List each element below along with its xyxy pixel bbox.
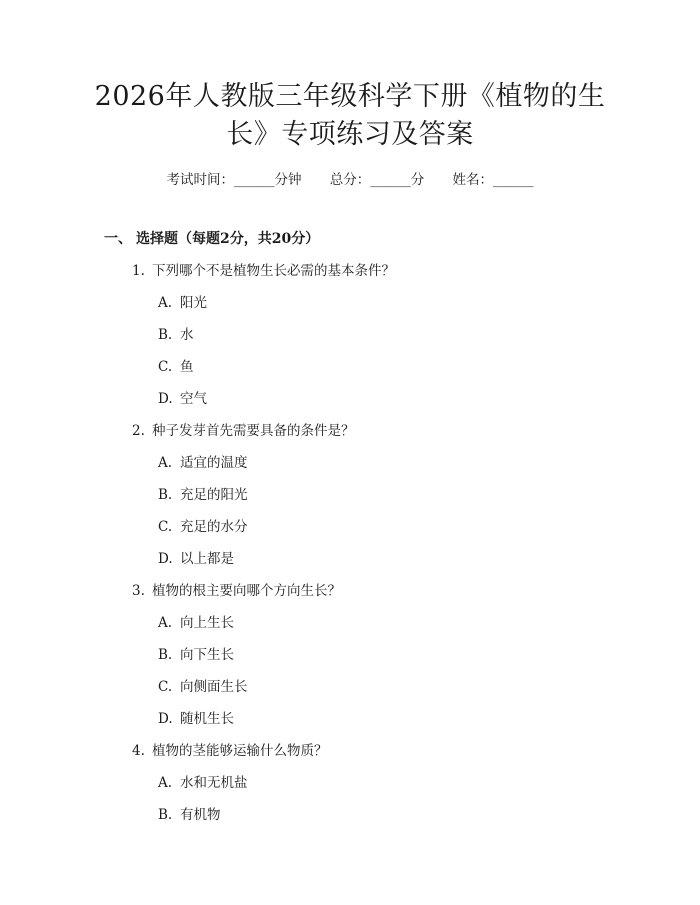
question-number: 3.	[132, 583, 145, 599]
option-letter: D.	[158, 551, 173, 567]
question-2-option-b	[158, 485, 248, 505]
option-text: 向下生长	[180, 647, 234, 663]
question-2	[132, 421, 355, 441]
option-text: 充足的阳光	[180, 487, 248, 503]
document-title	[60, 78, 640, 154]
question-2-option-c	[158, 517, 248, 537]
exam-info-line	[0, 170, 700, 190]
option-letter: D.	[158, 391, 173, 407]
question-number: 1.	[132, 263, 145, 279]
question-text: 下列哪个不是植物生长必需的基本条件？	[152, 263, 395, 279]
option-letter: A.	[158, 775, 173, 791]
title-line-1: 2026年人教版三年级科学下册《植物的生	[94, 81, 606, 112]
option-letter: C.	[158, 679, 173, 695]
option-text: 适宜的温度	[180, 455, 248, 471]
question-3	[132, 581, 341, 601]
option-letter: C.	[158, 359, 173, 375]
question-text: 种子发芽首先需要具备的条件是？	[152, 423, 355, 439]
option-letter: A.	[158, 455, 173, 471]
question-1-option-d	[158, 389, 207, 409]
total-score-field: 总分：______分	[329, 172, 425, 188]
question-2-option-d	[158, 549, 234, 569]
option-text: 鱼	[180, 359, 194, 375]
option-text: 阳光	[180, 295, 207, 311]
question-3-option-d	[158, 709, 234, 729]
option-letter: A.	[158, 615, 173, 631]
section-label: 选择题（每题2分，共20分）	[136, 231, 320, 247]
question-text: 植物的茎能够运输什么物质？	[152, 743, 328, 759]
option-letter: B.	[158, 327, 173, 343]
option-letter: B.	[158, 487, 173, 503]
option-letter: A.	[158, 295, 173, 311]
option-letter: D.	[158, 711, 173, 727]
question-1-option-a	[158, 293, 207, 313]
option-letter: C.	[158, 519, 173, 535]
question-number: 4.	[132, 743, 145, 759]
question-text: 植物的根主要向哪个方向生长？	[152, 583, 341, 599]
option-text: 以上都是	[180, 551, 234, 567]
question-4	[132, 741, 328, 761]
option-text: 水和无机盐	[180, 775, 248, 791]
option-letter: B.	[158, 647, 173, 663]
option-text: 充足的水分	[180, 519, 248, 535]
question-number: 2.	[132, 423, 145, 439]
question-3-option-b	[158, 645, 234, 665]
student-name-field: 姓名：______	[452, 172, 534, 188]
question-3-option-c	[158, 677, 248, 697]
question-3-option-a	[158, 613, 234, 633]
question-4-option-a	[158, 773, 248, 793]
title-line-2: 长》专项练习及答案	[226, 119, 474, 150]
option-text: 随机生长	[180, 711, 234, 727]
option-text: 向上生长	[180, 615, 234, 631]
exam-time-field: 考试时间：______分钟	[166, 172, 302, 188]
option-letter: B.	[158, 807, 173, 823]
question-1-option-c	[158, 357, 194, 377]
option-text: 有机物	[180, 807, 221, 823]
section-number: 一、	[104, 231, 132, 247]
question-1-option-b	[158, 325, 194, 345]
option-text: 空气	[180, 391, 207, 407]
question-2-option-a	[158, 453, 248, 473]
section-heading	[104, 229, 319, 249]
option-text: 水	[180, 327, 194, 343]
question-4-option-b	[158, 805, 221, 825]
question-1	[132, 261, 395, 281]
option-text: 向侧面生长	[180, 679, 248, 695]
